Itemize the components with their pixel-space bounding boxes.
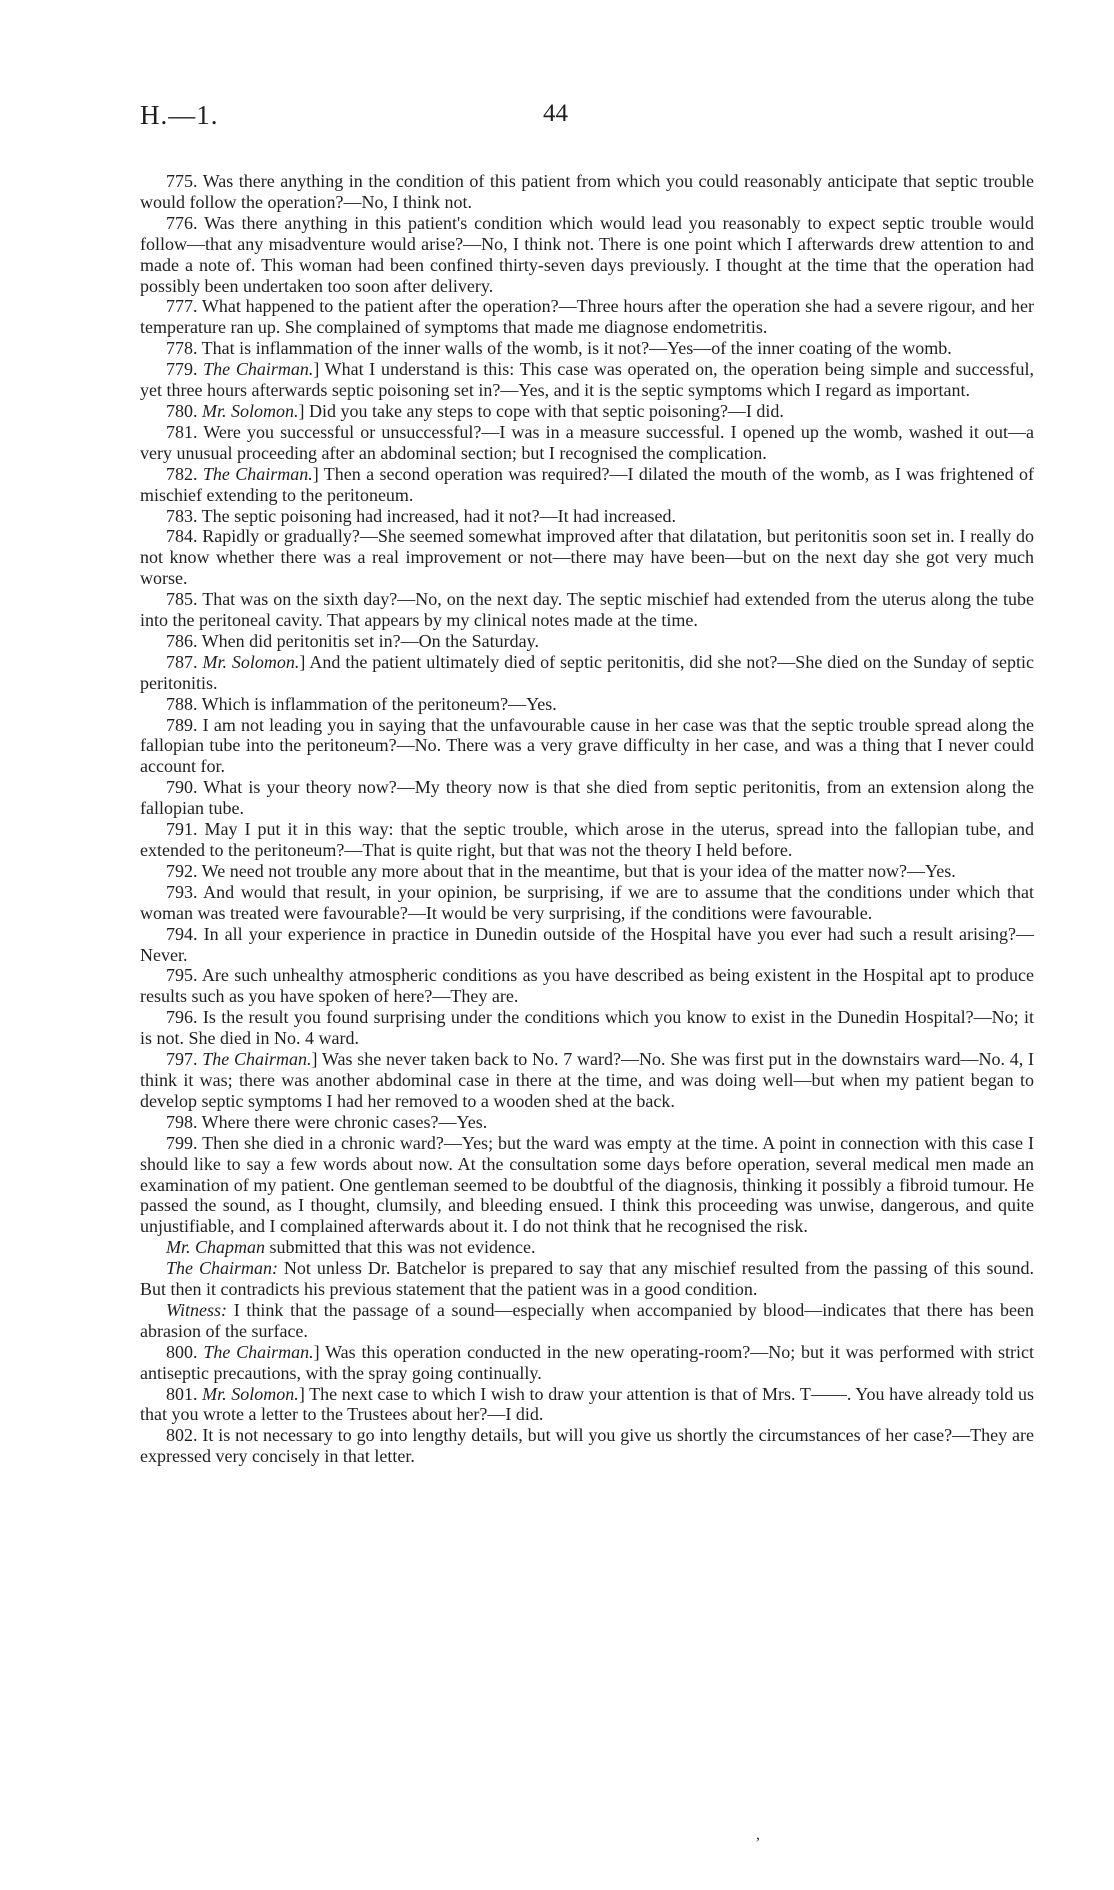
paragraph-text: ] The next case to which I wish to draw your attention is that of Mrs. T——. You have already told us that you wrote a letter to the Trustees about her?—I did. bbox=[140, 1383, 1035, 1425]
testimony-paragraph bbox=[140, 422, 1034, 464]
testimony-paragraph bbox=[140, 861, 1034, 882]
paragraph-text: ] Was this operation conducted in the new operating-room?—No; but it was performed with strict antiseptic precautions, with the spray going continually. bbox=[140, 1341, 1035, 1383]
testimony-paragraph bbox=[140, 631, 1034, 652]
testimony-paragraph bbox=[140, 965, 1034, 1007]
document-code: H.—1. bbox=[140, 100, 219, 130]
paragraph-text: 775. Was there anything in the condition of this patient from which you could reasonably anticipate that septic trouble would follow the operation?—No, I think not. bbox=[140, 171, 1034, 212]
paragraph-text: ] Did you take any steps to cope with that septic poisoning?—I did. bbox=[298, 400, 784, 421]
speaker-name: Witness: bbox=[166, 1299, 227, 1320]
paragraph-text: 799. Then she died in a chronic ward?—Yes; but the ward was empty at the time. A point in connection with this case I should like to say a few words about now. At the consultation some days before operation, several medical men made an examination of my patient. One gentleman seemed to be doubtful of the diagnosis, thinking it possibly a fibroid tumour. He passed the sound, as I thought, clumsily, and bleeding ensued. I think this proceeding was unwise, dangerous, and quite unjustifiable, and I complained afterwards about it. I do not think that he recognised the risk. bbox=[140, 1132, 1034, 1237]
paragraph-text: ] Then a second operation was required?—I dilated the mouth of the womb, as I was frightened of mischief extending to the peritoneum. bbox=[140, 463, 1035, 505]
testimony-paragraph bbox=[140, 1049, 1034, 1112]
testimony-paragraph bbox=[140, 338, 1034, 359]
paragraph-text: 802. It is not necessary to go into lengthy details, but will you give us shortly the circumstances of her case?—They are expressed very concisely in that letter. bbox=[140, 1425, 1034, 1467]
paragraph-text: ] Was she never taken back to No. 7 ward?—No. She was first put in the downstairs ward—No. 4, I think it was; there was another abdominal case in there at the time, and was doing well—but when my patient began to develop septic symptoms I had her removed to a wooden shed at the back. bbox=[140, 1049, 1035, 1111]
page-number: 44 bbox=[543, 100, 568, 127]
paragraph-text: 784. Rapidly or gradually?—She seemed somewhat improved after that dilatation, but peritonitis soon set in. I really do not know whether there was a real improvement or not—there may have been—but on the next day she got very much worse. bbox=[140, 526, 1034, 589]
paragraph-text: 791. May I put it in this way: that the septic trouble, which arose in the uterus, spread into the fallopian tube, and extended to the peritoneum?—That is quite right, but that was not the theory I held before. bbox=[140, 819, 1034, 860]
paragraph-text: 781. Were you successful or unsuccessful?—I was in a measure successful. I opened up the womb, washed it out—a very unusual proceeding after an abdominal section; but I recognised the complication. bbox=[140, 421, 1034, 463]
testimony-paragraph bbox=[140, 464, 1034, 506]
speaker-name: The Chairman. bbox=[203, 1341, 314, 1362]
paragraph-text: 785. That was on the sixth day?—No, on the next day. The septic mischief had extended from the uterus along the tube into the peritoneal cavity. That appears by my clinical notes made at the time. bbox=[140, 589, 1034, 631]
speaker-name: Mr. Solomon. bbox=[202, 400, 299, 421]
paragraph-text: 778. That is inflammation of the inner walls of the womb, is it not?—Yes—of the inner coating of the womb. bbox=[166, 338, 952, 359]
paragraph-text: I think that the passage of a sound—especially when accompanied by blood—indicates that there has been abrasion of the surface. bbox=[140, 1299, 1034, 1341]
testimony-paragraph bbox=[140, 777, 1034, 819]
testimony-paragraph bbox=[140, 589, 1034, 631]
paragraph-text: ] And the patient ultimately died of septic peritonitis, did she not?—She died on the Sunday of septic peritonitis. bbox=[140, 651, 1034, 693]
question-number: 800. bbox=[166, 1341, 204, 1362]
paragraph-text: 794. In all your experience in practice in Dunedin outside of the Hospital have you ever had such a result arising?—Never. bbox=[140, 923, 1034, 965]
question-number: 782. bbox=[166, 463, 203, 484]
paragraph-text: 795. Are such unhealthy atmospheric conditions as you have described as being existent in the Hospital apt to produce results such as you have spoken of here?—They are. bbox=[140, 965, 1034, 1007]
paragraph-text: 798. Where there were chronic cases?—Yes. bbox=[166, 1111, 488, 1132]
paragraph-text: 788. Which is inflammation of the peritoneum?—Yes. bbox=[166, 693, 557, 714]
paragraph-text: 789. I am not leading you in saying that the unfavourable cause in her case was that the septic trouble spread along the fallopian tube into the peritoneum?—No. There was a very grave difficulty in her case, and was a thing that I never could account for. bbox=[140, 714, 1034, 777]
testimony-paragraph bbox=[140, 1342, 1034, 1384]
paragraph-text: 786. When did peritonitis set in?—On the Saturday. bbox=[166, 630, 539, 651]
page-header bbox=[0, 100, 1114, 140]
testimony-paragraph bbox=[140, 1133, 1034, 1238]
testimony-paragraph bbox=[140, 171, 1034, 213]
paragraph-text: 783. The septic poisoning had increased, had it not?—It had increased. bbox=[166, 505, 677, 526]
testimony-paragraph bbox=[140, 694, 1034, 715]
paragraph-text: 792. We need not trouble any more about that in the meantime, but that is your idea of the matter now?—Yes. bbox=[166, 860, 956, 881]
paragraph-text: 796. Is the result you found surprising under the conditions which you know to exist in the Dunedin Hospital?—No; it is not. She died in No. 4 ward. bbox=[140, 1007, 1034, 1049]
testimony-paragraph bbox=[140, 401, 1034, 422]
question-number: 797. bbox=[166, 1049, 203, 1070]
stray-mark: , bbox=[756, 1826, 760, 1843]
testimony-paragraph bbox=[140, 1384, 1034, 1426]
question-number: 779. bbox=[166, 359, 204, 380]
paragraph-text: submitted that this was not evidence. bbox=[265, 1237, 536, 1258]
testimony-paragraph bbox=[140, 924, 1034, 966]
testimony-text bbox=[140, 171, 1034, 1467]
question-number: 780. bbox=[166, 400, 202, 421]
testimony-paragraph bbox=[140, 506, 1034, 527]
testimony-paragraph bbox=[140, 652, 1034, 694]
question-number: 787. bbox=[166, 651, 203, 672]
testimony-paragraph bbox=[140, 296, 1034, 338]
speaker-name: Mr. Solomon. bbox=[202, 1383, 299, 1404]
paragraph-text: ] What I understand is this: This case was operated on, the operation being simple and successful, yet three hours afterwards septic poisoning set in?—Yes, and it is the septic symptoms which I regard as important. bbox=[140, 359, 1034, 401]
speaker-name: The Chairman. bbox=[203, 359, 314, 380]
speaker-name: Mr. Chapman bbox=[166, 1237, 266, 1258]
speaker-name: The Chairman: bbox=[166, 1258, 278, 1279]
testimony-paragraph bbox=[140, 1112, 1034, 1133]
testimony-paragraph bbox=[140, 1237, 1034, 1258]
testimony-paragraph bbox=[140, 526, 1034, 589]
testimony-paragraph bbox=[140, 1300, 1034, 1342]
paragraph-text: 777. What happened to the patient after the operation?—Three hours after the operation she had a severe rigour, and her temperature ran up. She complained of symptoms that made me diagnose endometritis. bbox=[140, 296, 1034, 338]
testimony-paragraph bbox=[140, 1425, 1034, 1467]
question-number: 801. bbox=[166, 1383, 203, 1404]
speaker-name: The Chairman. bbox=[202, 463, 313, 484]
paragraph-text: 776. Was there anything in this patient's condition which would lead you reasonably to expect septic trouble would follow—that any misadventure would arise?—No, I think not. There is one point which I afterwards drew attention to and made a note of. This woman had been confined thirty-seven days previously. I thought at the time that the operation had possibly been undertaken too soon after delivery. bbox=[140, 212, 1034, 296]
testimony-paragraph bbox=[140, 882, 1034, 924]
testimony-paragraph bbox=[140, 1258, 1034, 1300]
paragraph-text: 790. What is your theory now?—My theory now is that she died from septic peritonitis, from an extension along the fallopian tube. bbox=[140, 777, 1034, 819]
speaker-name: The Chairman. bbox=[202, 1049, 312, 1070]
speaker-name: Mr. Solomon. bbox=[202, 651, 300, 672]
testimony-paragraph bbox=[140, 1007, 1034, 1049]
testimony-paragraph bbox=[140, 359, 1034, 401]
testimony-paragraph bbox=[140, 715, 1034, 778]
paragraph-text: Not unless Dr. Batchelor is prepared to say that any mischief resulted from the passing of this sound. But then it contradicts his previous statement that the patient was in a good condition. bbox=[140, 1258, 1034, 1300]
testimony-paragraph bbox=[140, 213, 1034, 297]
paragraph-text: 793. And would that result, in your opinion, be surprising, if we are to assume that the conditions under which that woman was treated were favourable?—It would be very surprising, if the conditions were favourable. bbox=[140, 881, 1034, 923]
testimony-paragraph bbox=[140, 819, 1034, 861]
